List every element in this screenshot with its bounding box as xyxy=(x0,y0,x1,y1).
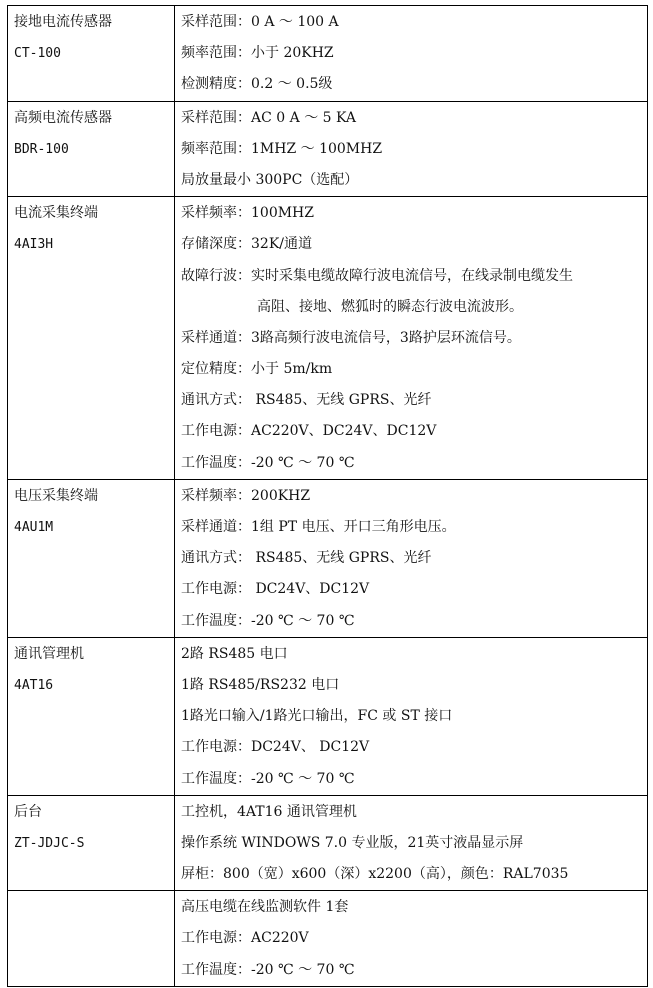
device-name: 后台 xyxy=(14,803,42,820)
device-cell xyxy=(8,479,175,637)
device-cell-empty xyxy=(8,891,175,987)
spec-line: 工作电源：AC220V xyxy=(181,930,309,947)
spec-line: 通讯方式： RS485、无线 GPRS、光纤 xyxy=(181,550,432,567)
spec-line: 工控机，4AT16 通讯管理机 xyxy=(181,803,357,820)
spec-line: 采样范围：0 A ～ 100 A xyxy=(181,14,339,30)
table-row xyxy=(8,637,648,795)
spec-line: 故障行波：实时采集电缆故障行波电流信号，在线录制电缆发生 xyxy=(181,267,573,284)
spec-line-continued: 高阻、接地、燃狐时的瞬态行波电流波形。 xyxy=(257,298,523,315)
device-model: CT-100 xyxy=(14,46,61,62)
spec-line: 工作温度：-20 ℃ ～ 70 ℃ xyxy=(181,770,355,787)
spec-table xyxy=(7,5,648,987)
spec-line: 屏柜：800（宽）x600（深）x2200（高），颜色：RAL7035 xyxy=(181,866,569,883)
device-cell xyxy=(8,795,175,891)
spec-cell xyxy=(175,197,648,480)
device-model: 4AI3H xyxy=(14,237,54,253)
device-model: 4AT16 xyxy=(14,677,54,693)
device-name xyxy=(14,892,174,923)
spec-line: 工作电源：AC220V、DC24V、DC12V xyxy=(181,423,437,440)
spec-line: 检测精度：0.2 ～ 0.5级 xyxy=(181,76,333,93)
spec-line: 2路 RS485 电口 xyxy=(181,645,288,662)
spec-line: 采样通道：1组 PT 电压、开口三角形电压。 xyxy=(181,519,456,535)
spec-cell xyxy=(175,479,648,637)
spec-line: 局放量最小 300PC（选配） xyxy=(181,171,359,188)
spec-line: 定位精度：小于 5m/km xyxy=(181,361,333,378)
spec-line: 采样频率：100MHZ xyxy=(181,205,314,222)
spec-line: 采样范围：AC 0 A ～ 5 KA xyxy=(181,109,356,126)
device-cell xyxy=(8,637,175,795)
spec-cell xyxy=(175,101,648,197)
spec-line: 操作系统 WINDOWS 7.0 专业版，21英寸液晶显示屏 xyxy=(181,834,524,851)
table-row xyxy=(8,891,648,987)
spec-cell xyxy=(175,637,648,795)
device-model: BDR-100 xyxy=(14,141,69,157)
spec-line: 频率范围：1MHZ ～ 100MHZ xyxy=(181,140,383,157)
device-cell xyxy=(8,6,175,102)
spec-line: 工作温度：-20 ℃ ～ 70 ℃ xyxy=(181,454,355,471)
device-name: 通讯管理机 xyxy=(14,645,84,662)
device-model: ZT-JDJC-S xyxy=(14,835,85,851)
device-name: 接地电流传感器 xyxy=(14,14,112,30)
device-name: 电流采集终端 xyxy=(14,205,98,222)
table-row xyxy=(8,197,648,480)
device-name: 电压采集终端 xyxy=(14,487,98,504)
spec-line: 存储深度：32K/通道 xyxy=(181,236,312,253)
spec-line: 工作温度：-20 ℃ ～ 70 ℃ xyxy=(181,612,355,629)
spec-line: 采样频率：200KHZ xyxy=(181,487,311,504)
spec-line: 工作温度：-20 ℃ ～ 70 ℃ xyxy=(181,961,355,978)
spec-line: 高压电缆在线监测软件 1套 xyxy=(181,899,349,916)
device-cell xyxy=(8,197,175,480)
spec-line: 1路光口输入/1路光口输出，FC 或 ST 接口 xyxy=(181,708,453,725)
spec-line: 通讯方式： RS485、无线 GPRS、光纤 xyxy=(181,392,432,409)
spec-line: 工作电源： DC24V、DC12V xyxy=(181,581,370,598)
spec-line: 频率范围：小于 20KHZ xyxy=(181,45,334,62)
device-cell xyxy=(8,101,175,197)
device-name: 高频电流传感器 xyxy=(14,109,112,126)
spec-cell xyxy=(175,795,648,891)
table-row xyxy=(8,101,648,197)
table-row xyxy=(8,6,648,102)
device-model: 4AU1M xyxy=(14,520,54,535)
spec-line: 工作电源：DC24V、 DC12V xyxy=(181,739,370,756)
spec-cell xyxy=(175,6,648,102)
spec-line: 采样通道：3路高频行波电流信号，3路护层环流信号。 xyxy=(181,329,521,346)
spec-cell xyxy=(175,891,648,987)
table-row xyxy=(8,479,648,637)
table-row xyxy=(8,795,648,891)
spec-line: 1路 RS485/RS232 电口 xyxy=(181,676,340,693)
